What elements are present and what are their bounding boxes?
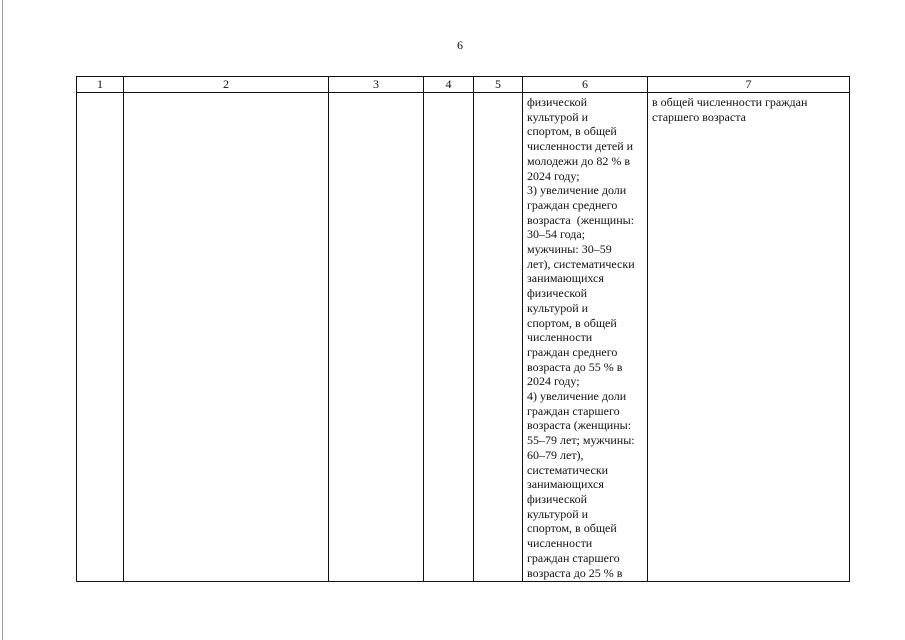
table-cell-col4 xyxy=(424,93,474,582)
cell-text-col4 xyxy=(424,93,473,95)
column-header-2: 2 xyxy=(124,77,329,93)
cell-text-col6: физической культурой и спортом, в общей численности детей и молодежи до 82 % в 2024 году; 3) увеличение доли граждан среднего возраста (женщины: 30–54 года; мужчины: 30–59 лет), систематически занимающихся физической культурой и спортом, в общей численности граждан среднего возраста до 55 % в 2024 году; 4) увеличение доли граждан старшего возраста (женщины: 55–79 лет; мужчины: 60–79 лет), систематически занимающихся физической культурой и спортом, в общей численности граждан старшего возраста до 25 % в xyxy=(527,95,635,580)
table-header-row xyxy=(77,77,850,93)
column-header-3: 3 xyxy=(329,77,424,93)
table-cell-col6 xyxy=(523,93,648,582)
cell-text-col7: в общей численности граждан старшего возраста xyxy=(652,95,808,124)
document-table xyxy=(76,76,850,582)
table-cell-col7 xyxy=(648,93,850,582)
column-header-4: 4 xyxy=(424,77,474,93)
page-left-edge xyxy=(2,0,3,640)
table-cell-col5 xyxy=(474,93,523,582)
cell-text-col5 xyxy=(474,93,522,95)
column-header-5: 5 xyxy=(474,77,523,93)
table-cell-col2 xyxy=(124,93,329,582)
cell-text-col3 xyxy=(329,93,423,95)
table-cell-col1 xyxy=(77,93,124,582)
table-cell-col3 xyxy=(329,93,424,582)
table-row xyxy=(77,93,850,582)
column-header-6: 6 xyxy=(523,77,648,93)
page-number: 6 xyxy=(457,38,463,52)
column-header-1: 1 xyxy=(77,77,124,93)
cell-text-col1 xyxy=(77,93,123,95)
column-header-7: 7 xyxy=(648,77,850,93)
cell-text-col2 xyxy=(124,93,328,95)
